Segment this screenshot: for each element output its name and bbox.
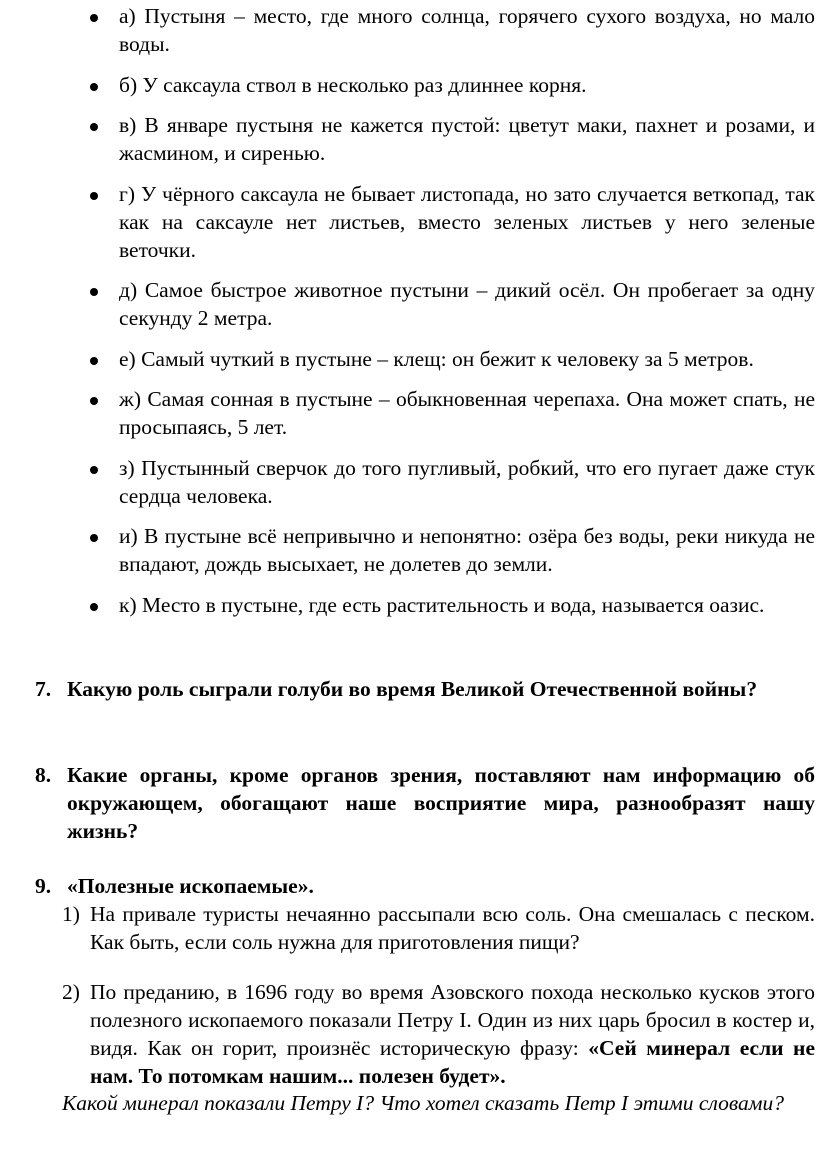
list-item — [88, 385, 815, 441]
sub-question-text: На привале туристы нечаянно рассыпали всю соль. Она смешалась с песком. Как быть, если соль нужна для приготовления пищи? — [90, 902, 815, 954]
list-item-text: д) Самое быстрое животное пустыни – дикий осёл. Он пробегает за одну секунду 2 метра. — [119, 278, 815, 330]
list-item — [88, 71, 815, 99]
bullet-icon — [90, 534, 98, 542]
bullet-icon — [90, 288, 98, 296]
list-item — [88, 345, 815, 373]
bullet-icon — [90, 397, 98, 405]
sub-question-number: 2) — [62, 980, 80, 1004]
list-item-text: з) Пустынный сверчок до того пугливый, робкий, что его пугает даже стук сердца человека. — [119, 455, 815, 508]
question-text: Какие органы, кроме органов зрения, поставляют нам информацию об окружающем, обогащают наше восприятие мира, разнообразят нашу жизнь? — [67, 763, 815, 843]
bullet-icon — [90, 123, 98, 131]
sub-question-body: По преданию, в 1696 году во время Азовского похода несколько кусков этого полезного ископаемого показали Петру I. Один из них царь бросил в костер и, видя. Как он горит, произнёс историческую фразу: — [90, 980, 815, 1060]
list-item — [88, 180, 815, 264]
list-item-text: б) У саксаула ствол в несколько раз длиннее корня. — [119, 72, 587, 97]
list-item-text: а) Пустыня – место, где много солнца, горячего сухого воздуха, но мало воды. — [119, 4, 815, 56]
bullet-icon — [90, 466, 98, 474]
historic-quote: «Сей минерал если не нам. То потомкам нашим... полезен будет». — [90, 1036, 815, 1088]
list-item-text: е) Самый чуткий в пустыне – клещ: он бежит к человеку за 5 метров. — [119, 346, 754, 371]
list-item — [88, 522, 815, 578]
question-8 — [35, 761, 815, 845]
bullet-icon — [90, 357, 98, 365]
list-item-text: ж) Самая сонная в пустыне – обыкновенная черепаха. Она может спать, не просыпаясь, 5 лет. — [119, 387, 815, 439]
bullet-icon — [90, 83, 98, 91]
list-item — [88, 454, 815, 510]
list-item-text: к) Место в пустыне, где есть растительность и вода, называется оазис. — [119, 592, 765, 617]
bullet-icon — [90, 192, 98, 200]
list-item-text: и) В пустыне всё непривычно и непонятно: озёра без воды, реки никуда не впадают, дождь высыхает, не долетев до земли. — [119, 524, 815, 576]
bullet-icon — [90, 603, 98, 611]
question-9 — [35, 872, 815, 900]
list-item — [88, 591, 815, 619]
bullet-icon — [90, 14, 98, 22]
question-number: 7. — [35, 677, 52, 701]
list-item — [88, 276, 815, 332]
list-item — [88, 111, 815, 167]
question-7 — [35, 675, 815, 703]
sub-question-2 — [62, 978, 815, 1090]
sub-question-text — [90, 978, 815, 1090]
question-number: 8. — [35, 763, 52, 787]
list-item-text: в) В январе пустыня не кажется пустой: цветут маки, пахнет и розами, и жасмином, и сиренью. — [119, 113, 815, 165]
list-item-text: г) У чёрного саксаула не бывает листопада, но зато случается веткопад, так как на саксауле нет листьев, вместо зеленых листьев у него зеленые веточки. — [119, 181, 815, 262]
question-title: «Полезные ископаемые». — [67, 874, 314, 898]
sub-question-1 — [62, 900, 815, 956]
desert-facts-list — [88, 2, 815, 631]
final-question: Какой минерал показали Петру I? Что хотел сказать Петр I этими словами? — [62, 1091, 784, 1115]
sub-question-number: 1) — [62, 902, 80, 926]
question-number: 9. — [35, 874, 52, 898]
list-item — [88, 2, 815, 58]
question-text: Какую роль сыграли голуби во время Великой Отечественной войны? — [67, 677, 758, 701]
